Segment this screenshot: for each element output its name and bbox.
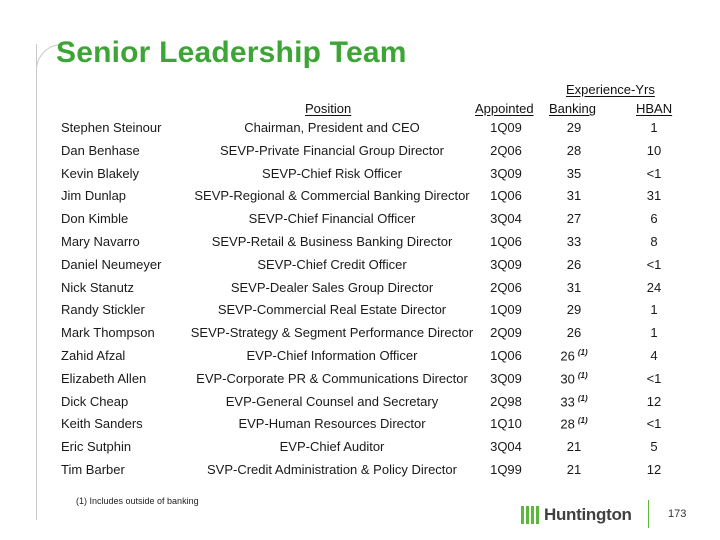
executive-position: SEVP-Commercial Real Estate Director [217,302,447,318]
executive-name: Keith Sanders [61,416,143,432]
experience-years-header: Experience-Yrs [566,82,655,97]
appointed-date: 1Q06 [490,188,522,204]
appointed-date: 1Q09 [490,120,522,135]
hban-years: 1 [650,325,658,341]
banking-years: 21 [566,461,582,477]
banking-years: 31 [566,279,582,295]
executive-position: EVP-Chief Information Officer [246,347,418,363]
executive-name: Dick Cheap [61,393,129,409]
hban-years: 1 [650,120,658,135]
hban-years: 1 [650,302,658,318]
appointed-date: 3Q09 [490,256,522,272]
banking-years [556,416,592,431]
executive-name: Mark Thompson [61,325,155,341]
banking-years [556,371,592,386]
table-row [0,231,720,254]
table-row [0,391,720,414]
hban-years: 12 [646,393,662,409]
hban-years: <1 [646,165,662,181]
hban-years: 4 [650,347,658,363]
executive-position: EVP-General Counsel and Secretary [225,393,439,409]
position-header: Position [305,101,352,116]
executive-name: Kevin Blakely [61,165,140,181]
executive-name: Zahid Afzal [61,347,126,363]
executive-name: Nick Stanutz [61,279,134,295]
executive-name: Daniel Neumeyer [61,256,162,272]
footnote-marker: (1) [577,347,588,357]
banking-years: 26 [566,256,582,272]
executive-position: SEVP-Chief Credit Officer [257,256,407,272]
appointed-date: 3Q09 [490,165,522,181]
executive-position: SEVP-Chief Risk Officer [262,165,402,181]
hban-years: <1 [646,256,662,272]
table-row [0,254,720,277]
executive-position: SEVP-Chief Financial Officer [248,211,416,227]
banking-years: 33 [566,233,582,249]
huntington-logo [521,505,632,525]
page-number: 173 [668,508,687,520]
appointed-date: 3Q04 [490,439,522,455]
table-row [0,413,720,436]
executive-position: EVP-Corporate PR & Communications Director [196,370,468,386]
huntington-logo-icon [521,506,539,524]
executive-name: Don Kimble [61,211,129,227]
banking-years: 29 [566,120,582,135]
table-row [0,163,720,186]
leadership-table [0,117,720,482]
slide-title: Senior Leadership Team [56,36,407,69]
hban-years: <1 [646,370,662,386]
banking-years-value: 30 [560,371,575,387]
table-row [0,140,720,163]
executive-position: SVP-Credit Administration & Policy Director [207,461,457,477]
table-row [0,299,720,322]
executive-name: Eric Sutphin [61,439,132,455]
banking-header: Banking [549,101,596,116]
hban-header: HBAN [636,101,673,116]
footnote-marker: (1) [577,416,588,426]
table-row [0,277,720,300]
executive-name: Elizabeth Allen [61,370,147,386]
hban-years: 5 [650,439,658,455]
executive-name: Mary Navarro [61,233,140,249]
executive-position: SEVP-Dealer Sales Group Director [230,279,434,295]
banking-years: 35 [566,165,582,181]
banking-years: 29 [566,302,582,318]
executive-name: Stephen Steinour [61,120,162,135]
footnote-marker: (1) [577,393,588,403]
executive-position: EVP-Chief Auditor [279,439,385,455]
appointed-date: 3Q09 [490,370,522,386]
appointed-date: 1Q06 [490,347,522,363]
executive-name: Dan Benhase [61,142,140,158]
appointed-date: 2Q09 [490,325,522,341]
table-row [0,185,720,208]
appointed-date: 2Q06 [490,279,522,295]
appointed-date: 3Q04 [490,211,522,227]
appointed-date: 2Q06 [490,142,522,158]
banking-years: 27 [566,211,582,227]
executive-position: SEVP-Retail & Business Banking Director [211,233,453,249]
table-row [0,459,720,482]
banking-years-value: 33 [560,393,575,409]
table-row [0,345,720,368]
banking-years: 26 [566,325,582,341]
executive-name: Jim Dunlap [61,188,127,204]
appointed-date: 2Q98 [490,393,522,409]
executive-position: SEVP-Private Financial Group Director [220,142,444,158]
appointed-date: 1Q10 [490,416,522,432]
appointed-header: Appointed [475,101,534,116]
executive-position: SEVP-Strategy & Segment Performance Director [190,325,474,341]
hban-years: 12 [646,461,662,477]
hban-years: 10 [646,142,662,158]
logo-divider [648,500,649,528]
banking-years: 21 [566,439,582,455]
hban-years: 8 [650,233,658,249]
executive-position: Chairman, President and CEO [244,120,420,135]
executive-position: EVP-Human Resources Director [238,416,426,432]
appointed-date: 1Q09 [490,302,522,318]
table-row [0,368,720,391]
table-row [0,436,720,459]
hban-years: <1 [646,416,662,432]
banking-years-value: 28 [560,416,575,432]
hban-years: 24 [646,279,662,295]
executive-name: Randy Stickler [61,302,145,318]
hban-years: 31 [646,188,662,204]
banking-years: 28 [566,142,582,158]
hban-years: 6 [650,211,658,227]
appointed-date: 1Q99 [490,461,522,477]
banking-years-value: 26 [560,348,575,364]
banking-years [556,394,592,409]
banking-years [556,348,592,363]
table-row [0,322,720,345]
executive-position: SEVP-Regional & Commercial Banking Director [194,188,470,204]
appointed-date: 1Q06 [490,233,522,249]
banking-years: 31 [566,188,582,204]
table-row [0,208,720,231]
brand-name: Huntington [544,505,632,524]
footnote-marker: (1) [577,370,588,380]
executive-name: Tim Barber [61,461,125,477]
footnote: (1) Includes outside of banking [76,496,199,506]
table-row [0,117,720,140]
